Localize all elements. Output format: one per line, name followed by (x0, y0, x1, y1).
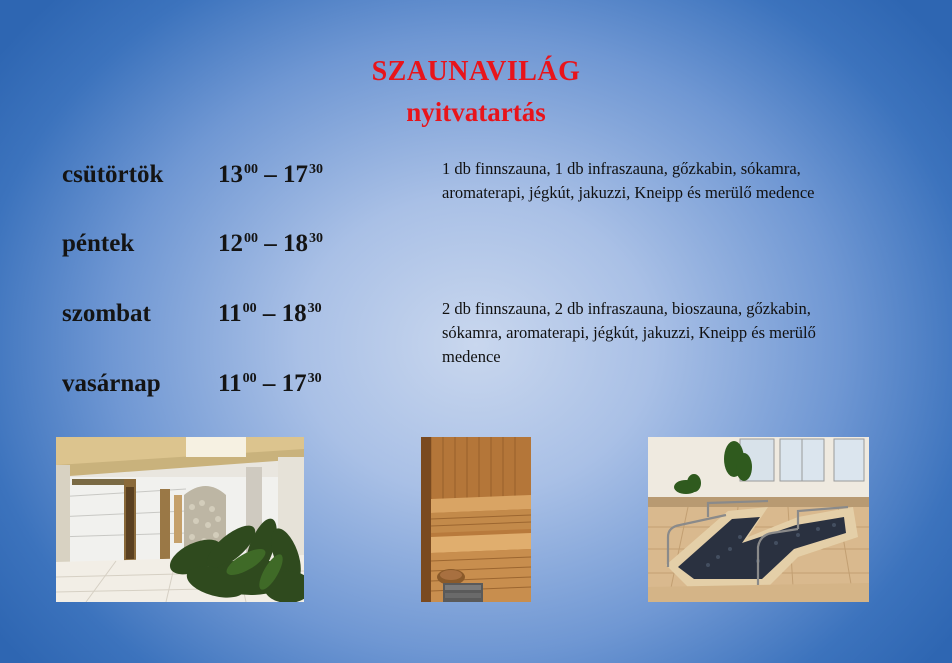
day-label: vasárnap (62, 370, 161, 397)
opening-hours: $11^{00} - 17^{30}$ (218, 370, 322, 397)
finnish-sauna-photo (421, 437, 531, 602)
sauna-hall-photo (56, 437, 304, 602)
opening-hours: $12^{00} - 18^{30}$ (218, 230, 323, 257)
day-label: szombat (62, 300, 151, 327)
facilities-weekday: 1 db finnszauna, 1 db infraszauna, gőzkabin, sókamra, aromaterapi, jégkút, jakuzzi, Kneipp és merülő medence (442, 159, 815, 202)
page-subtitle: nyitvatartás (406, 97, 546, 127)
opening-hours: $11^{00} - 18^{30}$ (218, 300, 322, 327)
opening-hours: $13^{00} - 17^{30}$ (218, 161, 323, 188)
kneipp-pool-photo (648, 437, 869, 602)
facilities-weekend: 2 db finnszauna, 2 db infraszauna, bioszauna, gőzkabin, sókamra, aromaterapi, jégkút, jakuzzi, Kneipp és merülő medence (442, 299, 816, 366)
page-title: SZAUNAVILÁG (371, 56, 581, 87)
day-label: péntek (62, 230, 135, 257)
day-label: csütörtök (62, 161, 164, 188)
